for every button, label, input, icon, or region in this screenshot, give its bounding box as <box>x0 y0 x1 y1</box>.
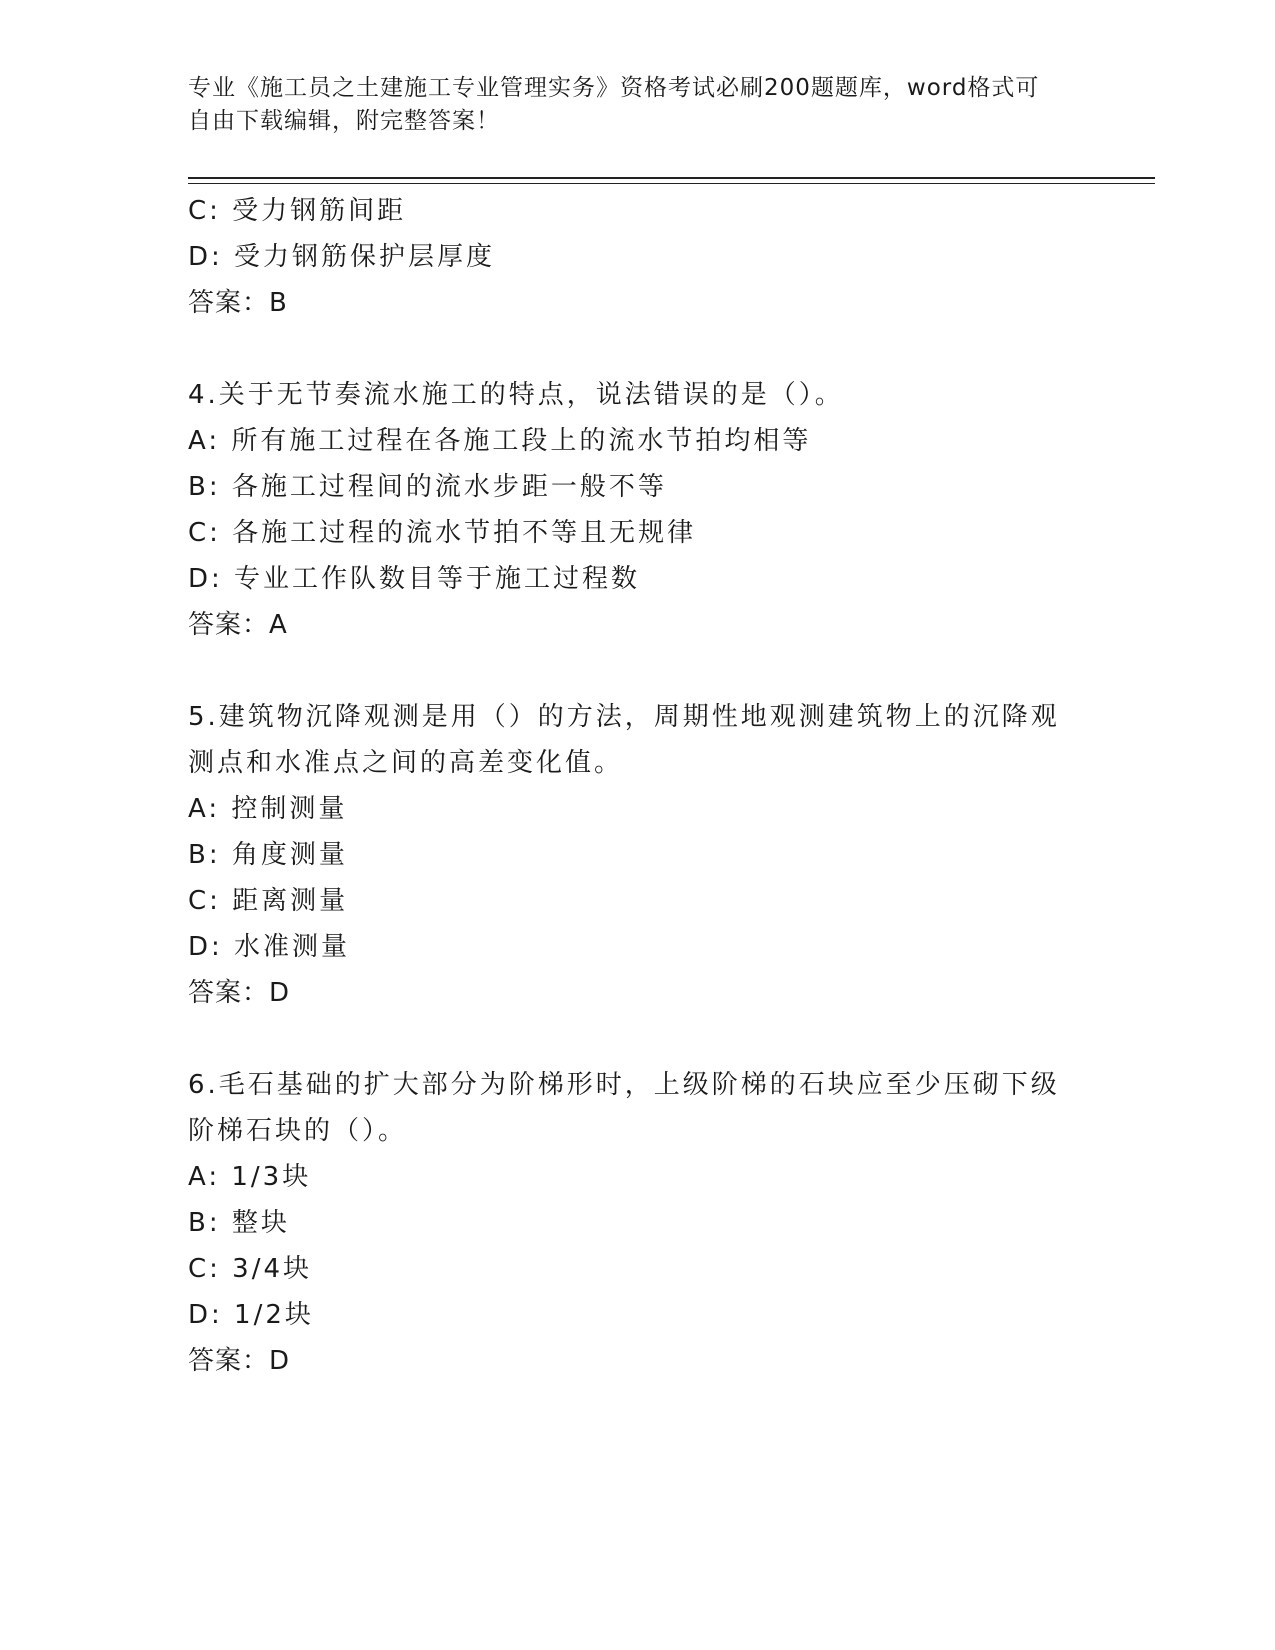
question-stem-line: 阶梯石块的（）。 <box>188 1116 408 1146</box>
question-6 <box>188 1062 1068 1384</box>
option-a: A: 控制测量 <box>188 794 348 824</box>
option-a: A: 所有施工过程在各施工段上的流水节拍均相等 <box>188 426 812 456</box>
option-d: D: 专业工作队数目等于施工过程数 <box>188 564 641 594</box>
question-stem-line: 测点和水准点之间的高差变化值。 <box>188 748 624 778</box>
header-rule-thick <box>188 177 1155 179</box>
option-d: D: 1/2块 <box>188 1300 314 1330</box>
question-5 <box>188 694 1068 1016</box>
option-c: C: 3/4块 <box>188 1254 313 1284</box>
option-c: C: 距离测量 <box>188 886 349 916</box>
header-line-1: 专业《施工员之土建施工专业管理实务》资格考试必刷200题题库，word格式可 <box>188 75 1040 101</box>
answer: 答案：B <box>188 288 288 318</box>
answer: 答案：A <box>188 610 288 640</box>
option-d: D: 水准测量 <box>188 932 351 962</box>
answer: 答案：D <box>188 978 291 1008</box>
option-d: D: 受力钢筋保护层厚度 <box>188 242 496 272</box>
document-header <box>188 72 1068 138</box>
spacer <box>188 1016 1068 1062</box>
question-stem-line: 5.建筑物沉降观测是用（）的方法，周期性地观测建筑物上的沉降观 <box>188 702 1060 732</box>
option-b: B: 整块 <box>188 1208 290 1238</box>
question-4 <box>188 372 1068 648</box>
option-b: B: 角度测量 <box>188 840 348 870</box>
option-c: C: 受力钢筋间距 <box>188 196 407 226</box>
question-list <box>188 188 1068 1384</box>
header-rule-thin <box>188 183 1155 184</box>
spacer <box>188 648 1068 694</box>
option-c: C: 各施工过程的流水节拍不等且无规律 <box>188 518 697 548</box>
spacer <box>188 326 1068 372</box>
question-stem-line: 4.关于无节奏流水施工的特点，说法错误的是（）。 <box>188 380 844 410</box>
question-stem-line: 6.毛石基础的扩大部分为阶梯形时，上级阶梯的石块应至少压砌下级 <box>188 1070 1060 1100</box>
header-line-2: 自由下载编辑，附完整答案！ <box>188 108 500 134</box>
question-3-tail <box>188 188 1068 326</box>
option-b: B: 各施工过程间的流水步距一般不等 <box>188 472 667 502</box>
option-a: A: 1/3块 <box>188 1162 312 1192</box>
answer: 答案：D <box>188 1346 291 1376</box>
